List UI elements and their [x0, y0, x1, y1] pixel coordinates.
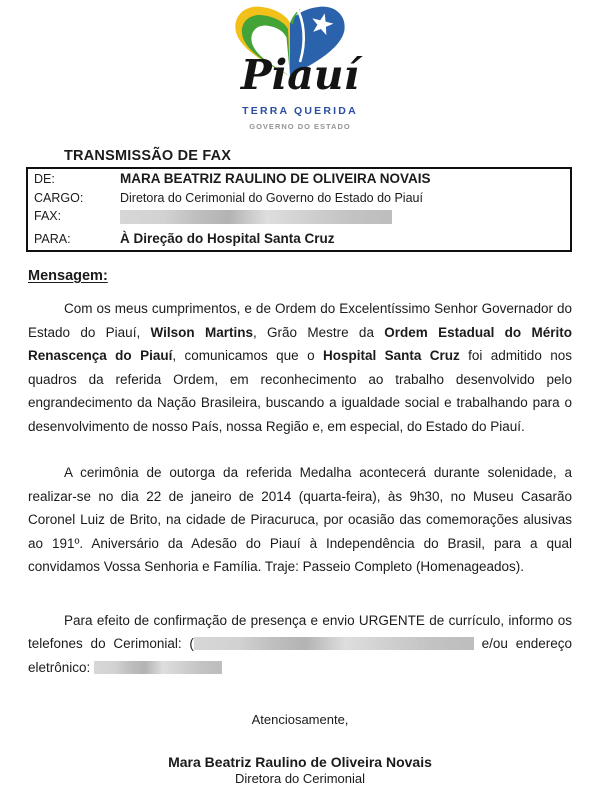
message-text: Wilson Martins — [150, 324, 253, 340]
message-paragraph — [28, 609, 572, 680]
fax-row-label: PARA: — [34, 231, 71, 246]
salutation: Atenciosamente, — [251, 712, 349, 727]
message-text: Hospital Santa Cruz — [322, 348, 460, 363]
message-paragraph — [28, 461, 572, 579]
message-text: Com os meus cumprimentos, e de Ordem do Excelentíssimo Senhor Governador do Estado do Piauí, — [28, 301, 572, 340]
message-text: A cerimônia de outorga da referida Medalha acontecerá durante solenidade, a realizar-se no dia 22 de janeiro de 2014 (quarta-feira), às 9h30, no Museu Casarão Coronel Luiz de Brito, na cidade de Piracuruca, por ocasião das comemorações alusivas ao 191º. Aniversário da Adesão do Piauí à Independência do Brasil, para a qual convidamos Vossa Senhoria e Família. Traje: Passeio Completo (Homenageados). — [28, 465, 572, 574]
message-heading: Mensagem: — [28, 268, 108, 284]
inline-redaction — [94, 661, 222, 674]
fax-row-label: FAX: — [34, 209, 62, 223]
logo-subtitle: GOVERNO DO ESTADO — [249, 122, 351, 131]
fax-row-label: DE: — [34, 172, 55, 186]
message-text: Para efeito de confirmação de presença e envio URGENTE de currículo, informo os telefones do Cerimonial: ( — [28, 612, 572, 651]
redacted-fax-number — [120, 210, 392, 224]
fax-title: TRANSMISSÃO DE FAX — [64, 148, 232, 164]
message-text: e/ou endereço eletrônico: — [28, 636, 572, 675]
signature-title: Diretora do Cerimonial — [234, 771, 366, 786]
message-text: , comunicamos que o — [172, 348, 323, 363]
fax-row — [28, 189, 570, 208]
logo-tagline: TERRA QUERIDA — [242, 105, 358, 117]
fax-row — [28, 230, 570, 249]
message-text: , Grão Mestre da — [252, 324, 385, 340]
fax-row-value — [120, 207, 392, 230]
fax-row-value: Diretora do Cerimonial do Governo do Estado do Piauí — [120, 190, 423, 205]
government-logo — [0, 0, 600, 137]
fax-row-value: MARA BEATRIZ RAULINO DE OLIVEIRA NOVAIS — [120, 171, 431, 186]
inline-redaction — [194, 637, 474, 650]
message-paragraph — [28, 297, 572, 438]
message-text: foi admitido nos quadros da referida Ordem, em reconhecimento ao trabalho desenvolvido pelo engrandecimento da Nação Brasileira, buscando a igualdade social e trabalhando para o desenvolvimento de nosso País, nossa Região e, em especial, do Estado do Piauí. — [28, 348, 572, 434]
fax-row — [28, 207, 570, 230]
fax-row-label: CARGO: — [34, 190, 84, 205]
fax-row-value: À Direção do Hospital Santa Cruz — [120, 230, 335, 246]
message-body — [28, 297, 572, 679]
signature-name: Mara Beatriz Raulino de Oliveira Novais — [168, 754, 432, 770]
fax-row — [28, 170, 570, 189]
logo-state-name: Piauí — [240, 51, 360, 99]
message-text: Ordem Estadual do Mérito Renascença do Piauí — [28, 324, 572, 363]
fax-header-table — [26, 167, 572, 252]
